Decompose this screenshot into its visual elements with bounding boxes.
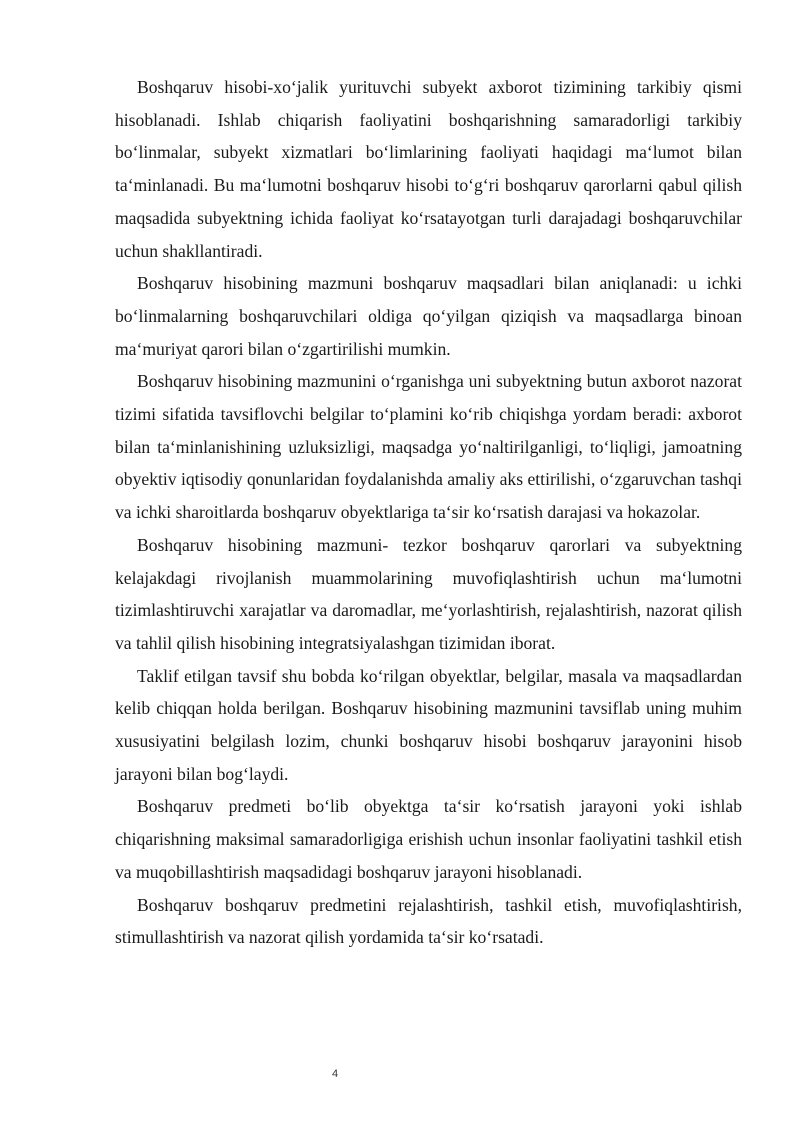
paragraph-3: Boshqaruv hisobining mazmunini o‘rganishga uni subyektning butun axborot nazorat tizimi sifatida tavsiflovchi belgilar to‘plamini ko‘rib chiqishga yordam beradi: axborot bilan ta‘minlanishining uzluksizligi, maqsadga yo‘naltirilganligi, to‘liqligi, jamoatning obyektiv iqtisodiy qonunlaridan foydalanishda amaliy aks ettirilishi, o‘zgaruvchan tashqi va ichki sharoitlarda boshqaruv obyektlariga ta‘sir ko‘rsatish darajasi va hokazolar.: [115, 371, 742, 523]
paragraph-1: Boshqaruv hisobi-xo‘jalik yurituvchi subyekt axborot tizimining tarkibiy qismi hisoblanadi. Ishlab chiqarish faoliyatini boshqarishning samaradorligi tarkibiy bo‘linmalar, subyekt xizmatlari bo‘limlarining faoliyati haqidagi ma‘lumot bilan ta‘minlanadi. Bu ma‘lumotni boshqaruv hisobi to‘g‘ri boshqaruv qarorlarni qabul qilish maqsadida subyektning ichida faoliyat ko‘rsatayotgan turli darajadagi boshqaruvchilar uchun shakllantiradi.: [115, 77, 742, 261]
paragraph-7: Boshqaruv boshqaruv predmetini rejalashtirish, tashkil etish, muvofiqlashtirish, stimullashtirish va nazorat qilish yordamida ta‘sir ko‘rsatadi.: [115, 894, 742, 948]
page-number: 4: [331, 1068, 339, 1080]
paragraph-5: Taklif etilgan tavsif shu bobda ko‘rilgan obyektlar, belgilar, masala va maqsadlardan kelib chiqqan holda berilgan. Boshqaruv hisobining mazmunini tavsiflab uning muhim xususiyatini belgilash lozim, chunki boshqaruv hisobi boshqaruv jarayonini hisob jarayoni bilan bog‘laydi.: [115, 665, 742, 784]
paragraph-4: Boshqaruv hisobining mazmuni- tezkor boshqaruv qarorlari va subyektning kelajakdagi rivojlanish muammolarining muvofiqlashtirish uchun ma‘lumotni tizimlashtiruvchi xarajatlar va daromadlar, me‘yorlashtirish, rejalashtirish, nazorat qilish va tahlil qilish hisobining integratsiyalashgan tizimidan iborat.: [115, 534, 742, 653]
paragraph-2: Boshqaruv hisobining mazmuni boshqaruv maqsadlari bilan aniqlanadi: u ichki bo‘linmalarning boshqaruvchilari oldiga qo‘yilgan qiziqish va maqsadlarga binoan ma‘muriyat qarori bilan o‘zgartirilishi mumkin.: [115, 273, 742, 359]
paragraph-6: Boshqaruv predmeti bo‘lib obyektga ta‘sir ko‘rsatish jarayoni yoki ishlab chiqarishning maksimal samaradorligiga erishish uchun insonlar faoliyatini tashkil etish va muqobillashtirish maqsadidagi boshqaruv jarayoni hisoblanadi.: [115, 796, 742, 882]
document-body: [115, 71, 742, 954]
